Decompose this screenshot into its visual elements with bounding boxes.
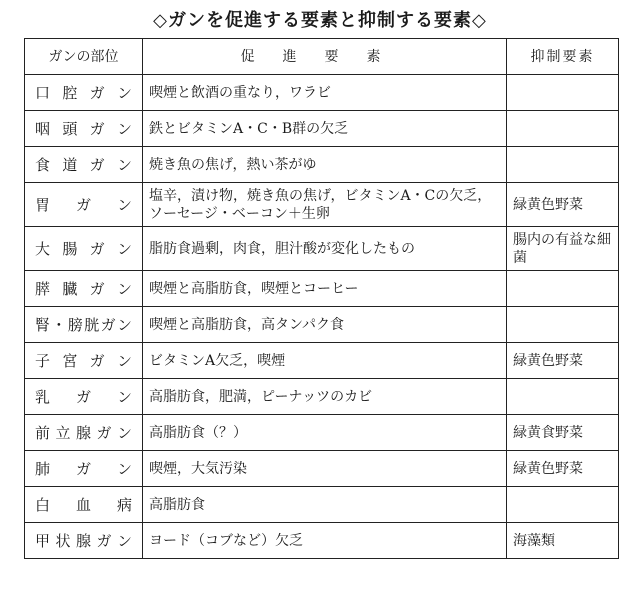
site-cell: 食道ガン — [25, 147, 143, 183]
inhibit-cell: 緑黄色野菜 — [507, 451, 619, 487]
inhibit-cell — [507, 111, 619, 147]
table-row — [25, 307, 619, 343]
table-row — [25, 451, 619, 487]
page-title: ◇ガンを促進する要素と抑制する要素◇ — [153, 10, 487, 31]
header-inhibit: 抑制要素 — [507, 39, 619, 75]
site-cell: 白血病 — [25, 487, 143, 523]
table-row — [25, 147, 619, 183]
site-cell: 咽頭ガン — [25, 111, 143, 147]
promote-cell: 高脂肪食 — [143, 487, 507, 523]
header-row — [25, 39, 619, 75]
table-row — [25, 523, 619, 559]
site-cell: 腎・膀胱ガン — [25, 307, 143, 343]
site-cell: 甲状腺ガン — [25, 523, 143, 559]
promote-cell: 高脂肪食（？） — [143, 415, 507, 451]
inhibit-cell: 緑黄色野菜 — [507, 183, 619, 227]
promote-cell: 焼き魚の焦げ，熱い茶がゆ — [143, 147, 507, 183]
site-cell: 肺ガン — [25, 451, 143, 487]
site-cell: 子宮ガン — [25, 343, 143, 379]
table-body — [25, 75, 619, 559]
table-row — [25, 227, 619, 271]
promote-cell: ビタミンA欠乏，喫煙 — [143, 343, 507, 379]
site-cell: 胃ガン — [25, 183, 143, 227]
inhibit-cell: 海藻類 — [507, 523, 619, 559]
inhibit-cell — [507, 75, 619, 111]
table-row — [25, 183, 619, 227]
promote-cell: ヨード（コブなど）欠乏 — [143, 523, 507, 559]
cancer-factors-table — [24, 38, 619, 559]
promote-cell: 高脂肪食，肥満，ピーナッツのカビ — [143, 379, 507, 415]
promote-cell: 鉄とビタミンA・C・B群の欠乏 — [143, 111, 507, 147]
promote-cell: 喫煙と飲酒の重なり，ワラビ — [143, 75, 507, 111]
table-row — [25, 487, 619, 523]
table-row — [25, 75, 619, 111]
promote-cell: 喫煙と高脂肪食，喫煙とコーヒー — [143, 271, 507, 307]
table-row — [25, 111, 619, 147]
inhibit-cell — [507, 307, 619, 343]
inhibit-cell: 緑黄食野菜 — [507, 415, 619, 451]
table-row — [25, 379, 619, 415]
inhibit-cell — [507, 379, 619, 415]
inhibit-cell — [507, 147, 619, 183]
table-row — [25, 343, 619, 379]
inhibit-cell — [507, 487, 619, 523]
promote-cell: 喫煙と高脂肪食，高タンパク食 — [143, 307, 507, 343]
promote-cell: 脂肪食過剰，肉食，胆汁酸が変化したもの — [143, 227, 507, 271]
site-cell: 膵臓ガン — [25, 271, 143, 307]
promote-cell: 喫煙，大気汚染 — [143, 451, 507, 487]
header-promote: 促進要素 — [143, 39, 507, 75]
header-site: ガンの部位 — [25, 39, 143, 75]
inhibit-cell: 腸内の有益な細菌 — [507, 227, 619, 271]
table-row — [25, 271, 619, 307]
promote-cell: 塩辛，漬け物，焼き魚の焦げ，ビタミンA・Cの欠乏，ソーセージ・ベーコン＋生卵 — [143, 183, 507, 227]
site-cell: 乳ガン — [25, 379, 143, 415]
site-cell: 前立腺ガン — [25, 415, 143, 451]
table-row — [25, 415, 619, 451]
site-cell: 口腔ガン — [25, 75, 143, 111]
site-cell: 大腸ガン — [25, 227, 143, 271]
inhibit-cell: 緑黄色野菜 — [507, 343, 619, 379]
inhibit-cell — [507, 271, 619, 307]
